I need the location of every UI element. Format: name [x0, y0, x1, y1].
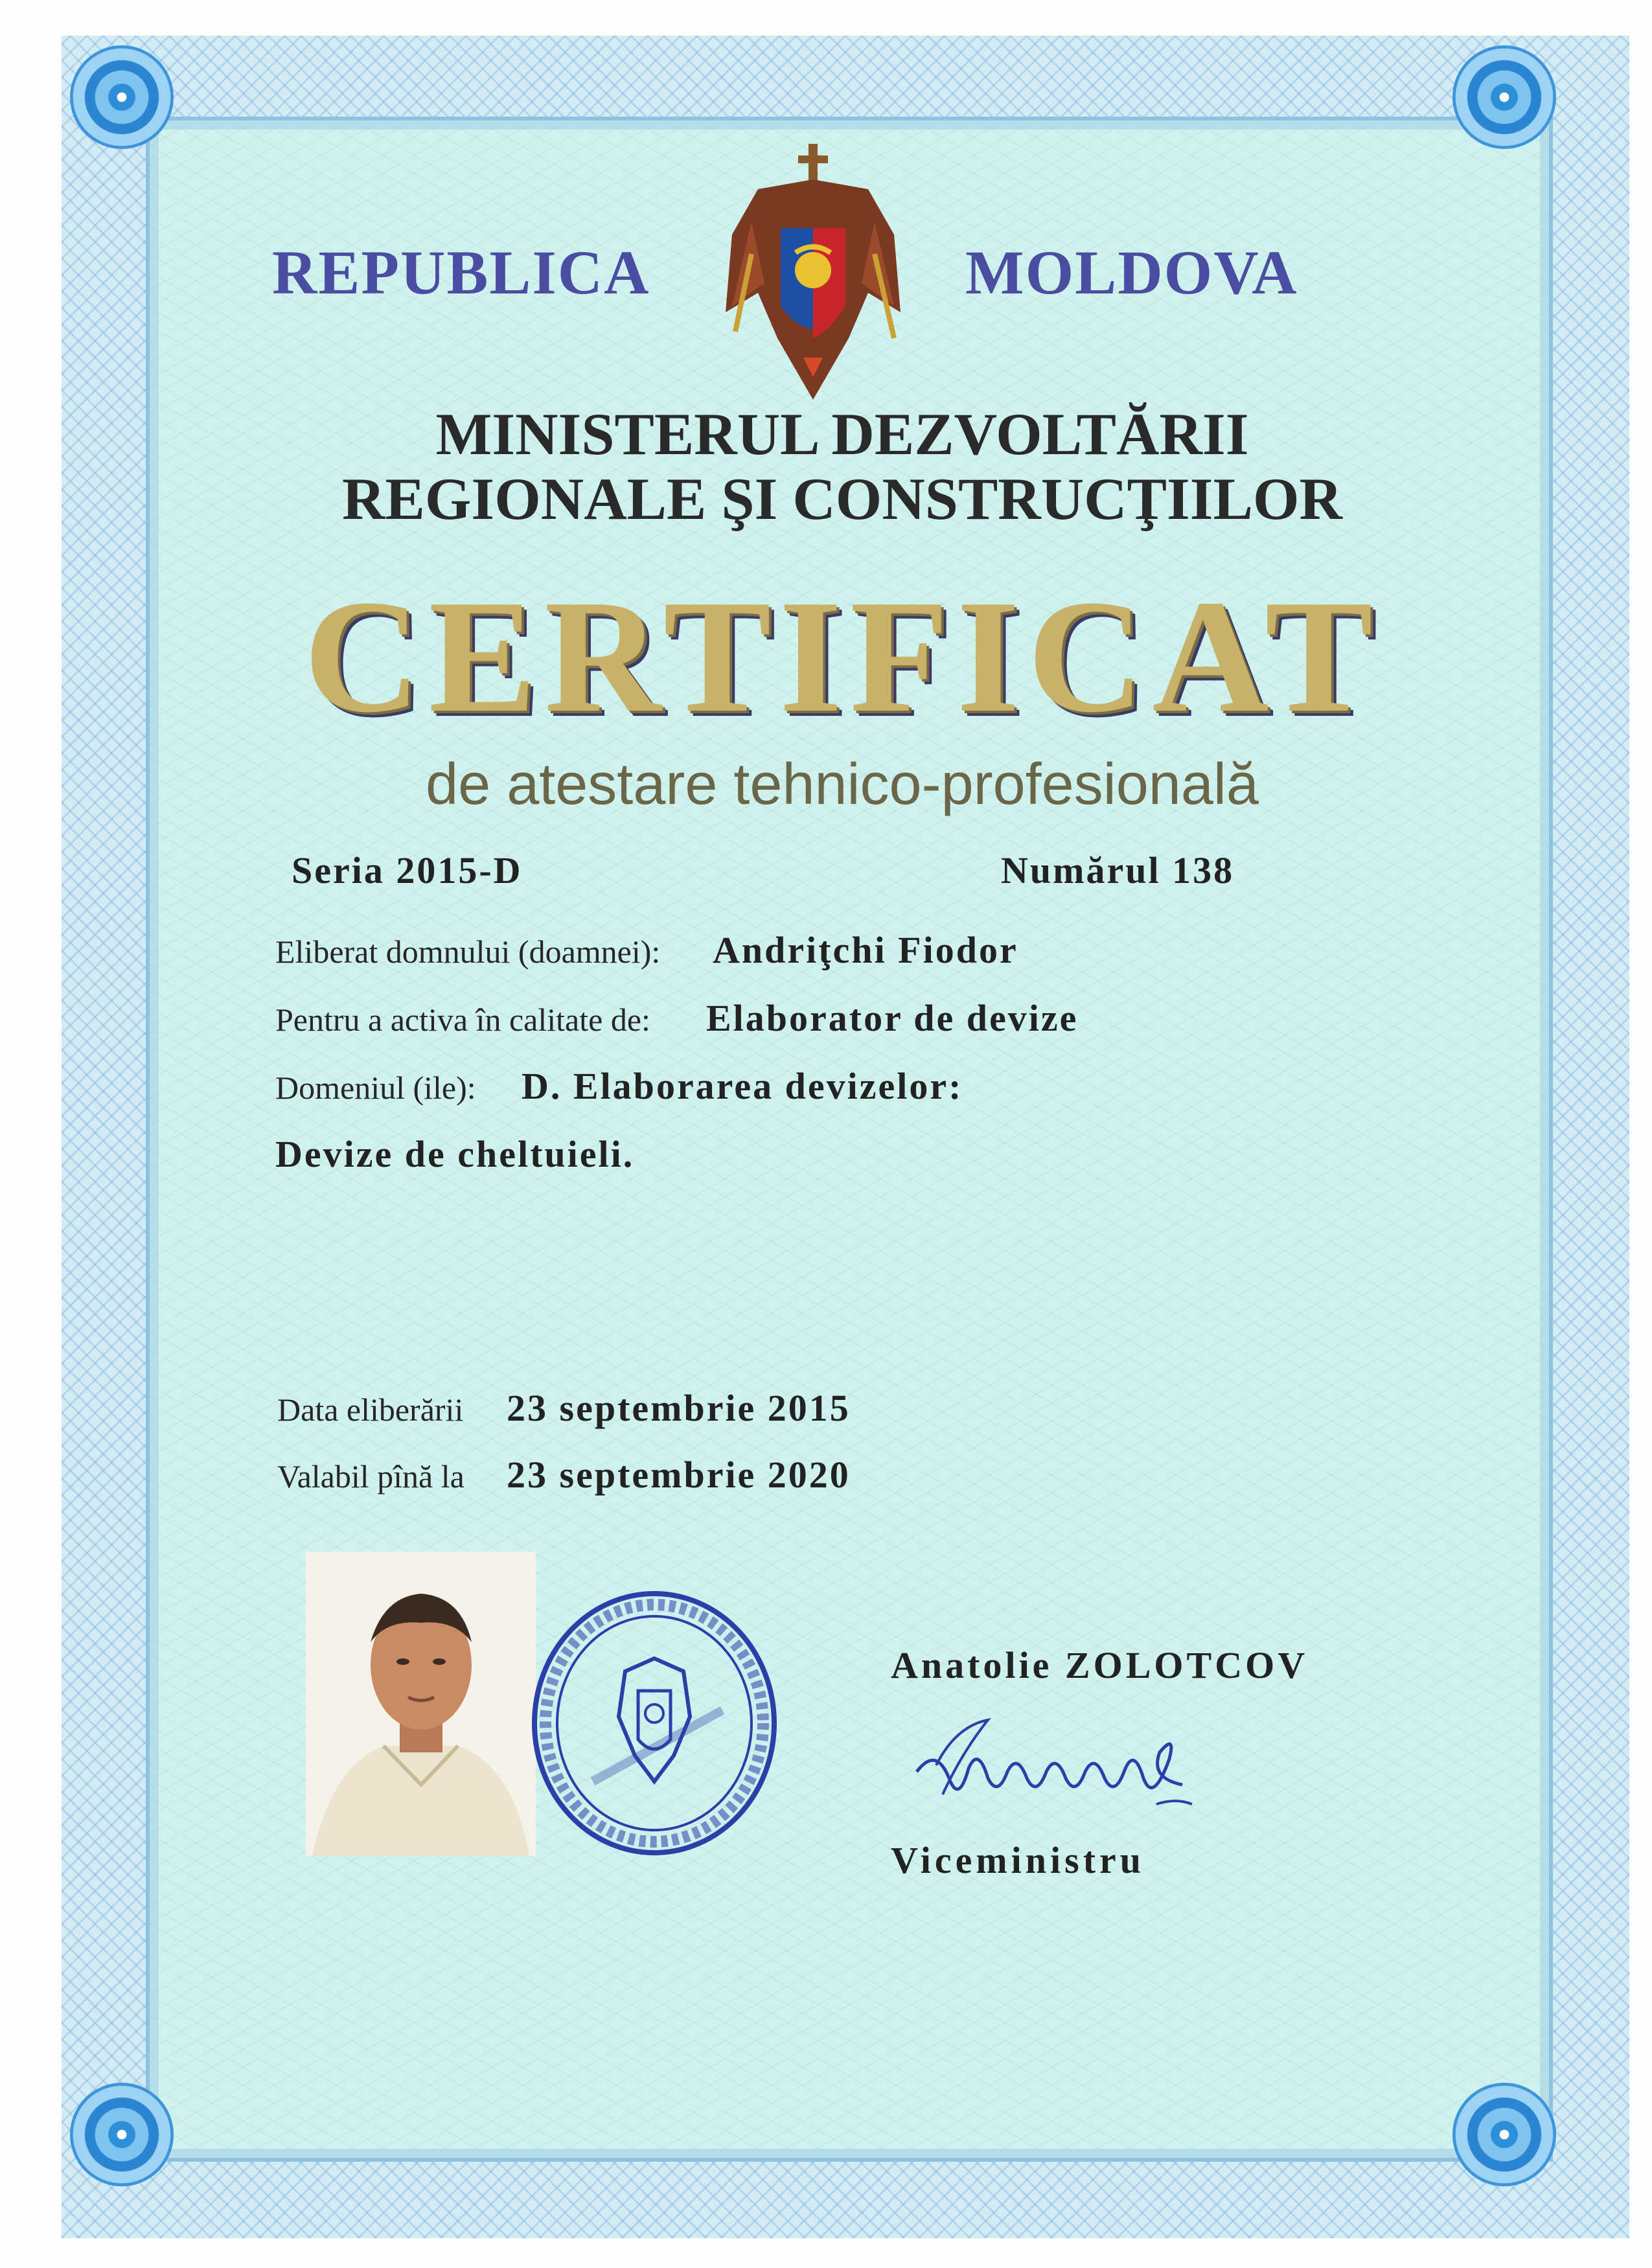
ministry-name-line-1: MINISTERUL DEZVOLTĂRII — [435, 401, 1249, 467]
role-label: Pentru a activa în calitate de: — [275, 1002, 650, 1038]
role-value: Elaborator de devize — [706, 997, 1079, 1039]
issue-date-value: 23 septembrie 2015 — [507, 1387, 851, 1429]
coat-of-arms-icon — [719, 144, 907, 400]
header-country-left: REPUBLICA — [272, 238, 650, 307]
certificate-subtitle: de atestare tehnico-profesională — [426, 752, 1259, 817]
certificate-title: CERTIFICAT — [303, 567, 1381, 746]
valid-until-label: Valabil pînă la — [277, 1458, 465, 1495]
ministry-name-line-2: REGIONALE ŞI CONSTRUCŢIILOR — [342, 466, 1342, 532]
holder-name: Andriţchi Fiodor — [713, 929, 1018, 971]
header-country-right: MOLDOVA — [965, 238, 1298, 307]
valid-until-value: 23 septembrie 2020 — [507, 1454, 851, 1496]
number-label: Numărul 138 — [1001, 849, 1235, 891]
corner-rosette-top-right — [1452, 45, 1556, 149]
signatory-title: Viceministru — [891, 1839, 1145, 1881]
series-label: Seria 2015-D — [292, 849, 523, 891]
domain-label: Domeniul (ile): — [275, 1070, 476, 1106]
signatory-name: Anatolie ZOLOTCOV — [891, 1644, 1309, 1686]
issued-to-label: Eliberat domnului (doamnei): — [275, 934, 661, 970]
signature — [897, 1707, 1202, 1830]
domain-value-2: Devize de cheltuieli. — [275, 1133, 635, 1175]
holder-photo — [306, 1552, 536, 1856]
corner-rosette-bottom-right — [1452, 2083, 1556, 2186]
corner-rosette-top-left — [70, 45, 174, 149]
corner-rosette-bottom-left — [70, 2083, 174, 2186]
official-stamp — [528, 1587, 781, 1859]
domain-value: D. Elaborarea devizelor: — [522, 1065, 963, 1107]
issue-date-label: Data eliberării — [277, 1392, 464, 1428]
